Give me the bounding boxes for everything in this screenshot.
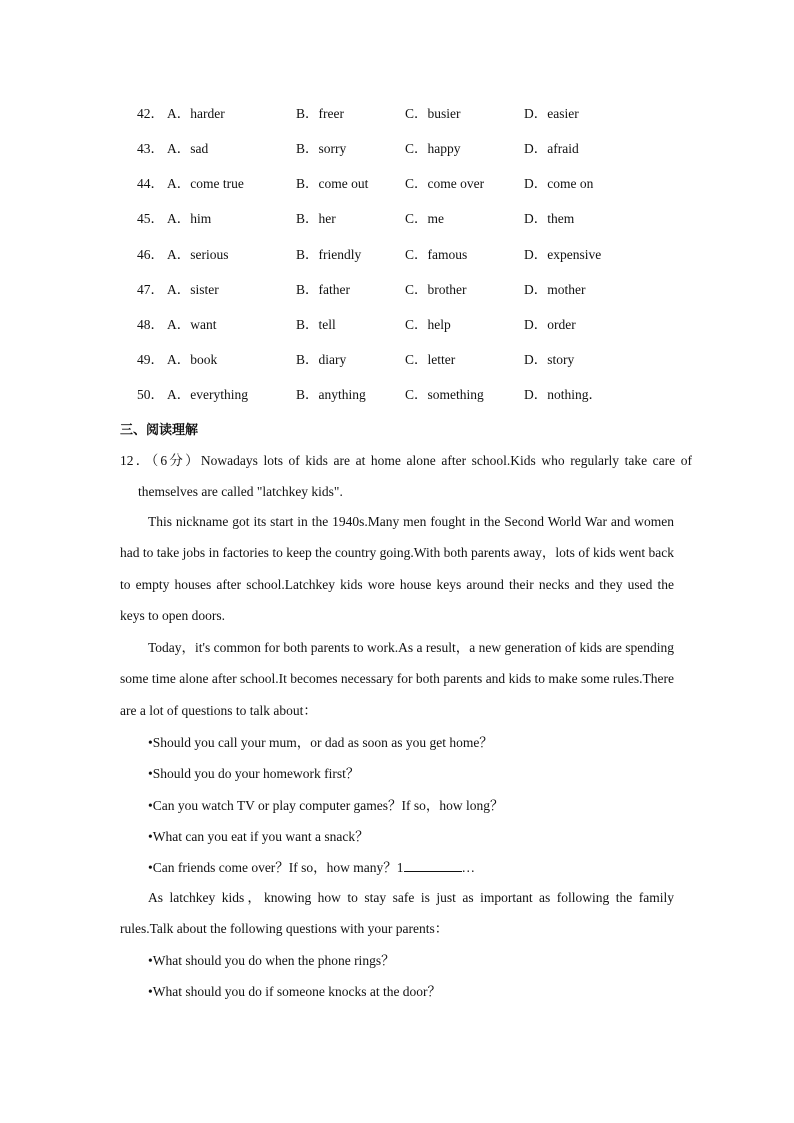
- option-c: C．happy: [405, 141, 461, 156]
- passage-intro: [120, 445, 692, 508]
- option-b: B．come out: [296, 176, 369, 191]
- question-number: 44．: [137, 176, 164, 191]
- ellipsis: …: [461, 860, 476, 876]
- question-number: 50．: [137, 387, 164, 402]
- list-item: •Can you watch TV or play computer games？If so，how long？: [148, 797, 504, 813]
- option-d: D．story: [524, 352, 575, 367]
- option-c: C．famous: [405, 247, 468, 262]
- option-d: D．afraid: [524, 141, 579, 156]
- list-item: •Should you do your homework first？: [148, 766, 360, 782]
- option-a: A．everything: [167, 387, 248, 402]
- passage-paragraph-2: Today，it's common for both parents to work.As a result，a new generation of kids are spending some time alone after school.It becomes necessary for both parents and kids to make some rules.There are a lot of questions to talk about：: [120, 640, 674, 718]
- option-c: C．busier: [405, 106, 461, 121]
- option-b: B．freer: [296, 106, 344, 121]
- safety-question-list: [148, 945, 441, 1008]
- option-d: D．them: [524, 211, 575, 226]
- option-a: A．sister: [167, 282, 219, 297]
- option-a: A．want: [167, 317, 217, 332]
- question-number: 49．: [137, 352, 164, 367]
- option-d: D．order: [524, 317, 576, 332]
- answer-blank: [404, 859, 462, 872]
- option-a: A．come true: [167, 176, 244, 191]
- option-c: C．come over: [405, 176, 485, 191]
- question-number: 48．: [137, 317, 164, 332]
- choice-row-43: [0, 139, 794, 159]
- passage-paragraph-3: As latchkey kids，knowing how to stay safe is just as important as following the family rules.Talk about the following questions with your parents：: [120, 890, 674, 937]
- passage-paragraph-1: This nickname got its start in the 1940s.Many men fought in the Second World War and women had to take jobs in factories to keep the country going.With both parents away，lots of kids went back to empty houses after school.Latchkey kids wore house keys around their necks and they used the keys to open doors.: [120, 514, 674, 623]
- option-b: B．tell: [296, 317, 336, 332]
- option-c: C．letter: [405, 352, 456, 367]
- question-number: 46．: [137, 247, 164, 262]
- choice-row-44: [0, 174, 794, 194]
- section-heading: 三、阅读理解: [120, 423, 199, 438]
- list-item: [148, 852, 504, 883]
- option-b: B．her: [296, 211, 336, 226]
- option-a: A．book: [167, 352, 218, 367]
- choice-row-50: [0, 385, 794, 405]
- option-b: B．friendly: [296, 247, 362, 262]
- rules-question-list: [148, 727, 504, 883]
- option-d: D．easier: [524, 106, 579, 121]
- question-number: 42．: [137, 106, 164, 121]
- list-item: •What should you do when the phone rings？: [148, 953, 395, 968]
- list-item: •What should you do if someone knocks at the door？: [148, 984, 442, 1000]
- option-a: A．harder: [167, 106, 225, 121]
- option-b: B．sorry: [296, 141, 347, 156]
- option-c: C．help: [405, 317, 451, 332]
- choice-row-46: [0, 245, 794, 265]
- option-c: C．brother: [405, 282, 467, 297]
- option-a: A．him: [167, 211, 212, 226]
- option-b: B．father: [296, 282, 350, 297]
- option-a: A．serious: [167, 247, 229, 262]
- choice-row-49: [0, 350, 794, 370]
- option-d: D．mother: [524, 282, 586, 297]
- option-b: B．diary: [296, 352, 347, 367]
- question-number: 45．: [137, 211, 164, 226]
- question-number: 43．: [137, 141, 164, 156]
- intro-text: Nowadays lots of kids are at home alone after school.Kids who regularly take care of themselves are called "latchkey kids".: [138, 453, 692, 500]
- choice-row-47: [0, 280, 794, 300]
- option-a: A．sad: [167, 141, 209, 156]
- option-d: D．expensive: [524, 247, 602, 262]
- option-b: B．anything: [296, 387, 366, 402]
- question-number: 47．: [137, 282, 164, 297]
- choice-row-48: [0, 315, 794, 335]
- list-item: •What can you eat if you want a snack？: [148, 828, 369, 844]
- choice-row-42: [0, 104, 794, 124]
- option-d: D．come on: [524, 176, 594, 191]
- option-d: D．nothing．: [524, 387, 603, 402]
- option-c: C．me: [405, 211, 444, 226]
- option-c: C．something: [405, 387, 484, 402]
- question-prefix: 12．（6分）: [120, 453, 201, 468]
- list-item: •Should you call your mum，or dad as soon as you get home？: [148, 735, 493, 750]
- choice-row-45: [0, 209, 794, 229]
- list-item-text: •Can friends come over？If so，how many？1: [148, 860, 404, 876]
